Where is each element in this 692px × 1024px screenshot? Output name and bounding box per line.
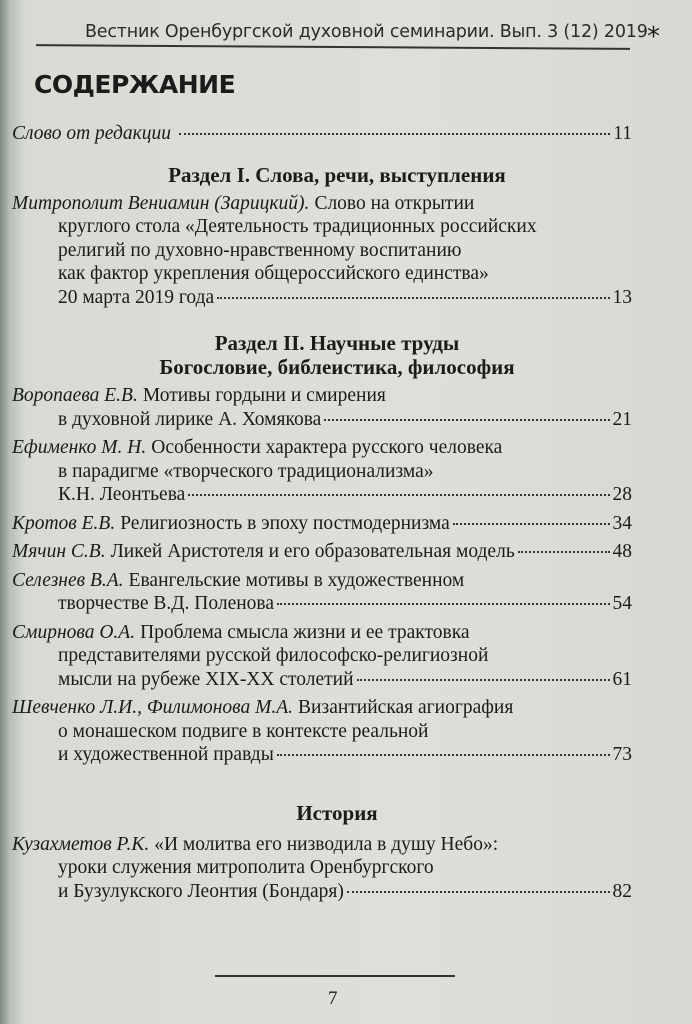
entry-title-text: религий по духовно-нравственному воспитанию — [58, 239, 462, 261]
entry-line — [12, 833, 632, 857]
entry-line — [12, 743, 632, 767]
page-number: 34 — [612, 512, 632, 534]
dot-leader — [179, 133, 610, 135]
page-number: 11 — [613, 123, 632, 144]
entry-line — [12, 286, 632, 310]
footer-rule — [215, 975, 455, 977]
entry-line — [12, 644, 632, 668]
toc-entry — [12, 621, 632, 692]
entry-author: Шевченко Л.И., Филимонова М.А. — [12, 697, 294, 718]
entry-line — [12, 880, 632, 904]
toc-entry — [12, 512, 632, 536]
entry-title-text: Религиозность в эпоху постмодернизма — [120, 512, 450, 534]
table-of-contents — [12, 122, 632, 903]
entry-title-text: и художественной правды — [58, 744, 274, 765]
entry-title-text: Проблема смысла жизни и ее трактовка — [140, 621, 470, 643]
toc-entry — [12, 384, 632, 431]
toc-entry — [12, 696, 632, 767]
entry-title-text: Мотивы гордыни и смирения — [142, 385, 386, 406]
dot-leader — [277, 603, 609, 605]
entry-line — [12, 540, 632, 564]
entry-author: Селезнев В.А. — [12, 569, 124, 591]
entry-title-text: Евангельские мотивы в художественном — [128, 569, 465, 591]
entry-line — [12, 384, 632, 408]
entry-line — [12, 483, 632, 507]
entry-author: Мячин С.В. — [12, 541, 106, 562]
entry-line — [12, 408, 632, 432]
entry-line — [12, 460, 632, 484]
page-number: 21 — [612, 408, 632, 430]
section-heading: Раздел II. Научные труды — [214, 331, 460, 355]
page-number: 54 — [612, 593, 632, 614]
page-number: 61 — [612, 668, 632, 690]
entry-author: Смирнова О.А. — [12, 621, 136, 643]
entry-line — [12, 856, 632, 880]
entry-line — [12, 696, 632, 720]
entry-title-text: «И молитва его низводила в душу Небо»: — [154, 833, 499, 855]
entry-line — [12, 720, 632, 744]
entry-title-text: 20 марта 2019 года — [58, 286, 215, 308]
entry-line — [12, 215, 632, 239]
dot-leader — [347, 891, 610, 893]
entry-title-text: представителями русской философско-религиозной — [58, 645, 489, 666]
entry-title-text: Византийская агиография — [298, 697, 514, 718]
entry-title-text: в парадигме «творческого традиционализма» — [58, 460, 434, 482]
page-number: 28 — [612, 484, 632, 505]
page-folio: 7 — [328, 988, 338, 1009]
page-number: 48 — [612, 541, 632, 562]
entry-line — [12, 436, 632, 460]
dot-leader — [277, 754, 610, 756]
entry-title-text: творчестве В.Д. Поленова — [58, 593, 275, 614]
entry-title-text: о монашеском подвиге в контексте реальной — [58, 720, 429, 742]
entry-line — [12, 262, 632, 286]
toc-entry — [12, 192, 632, 310]
entry-author: Кротов Е.В. — [12, 512, 116, 534]
page-number: 73 — [612, 744, 632, 765]
entry-title-text: К.Н. Леонтьева — [58, 484, 186, 505]
entry-title-text: круглого стола «Деятельность традиционных российских — [58, 216, 537, 237]
entry-author: Кузахметов Р.К. — [12, 833, 150, 855]
section-heading: Богословие, библеистика, философия — [159, 355, 515, 379]
dot-leader — [324, 419, 609, 421]
entry-title-text: Ликей Аристотеля и его образовательная модель — [110, 541, 515, 562]
page-title: СОДЕРЖАНИЕ — [34, 70, 236, 99]
page-number: 13 — [612, 286, 632, 308]
running-header: Вестник Оренбургской духовной семинарии. Вып. 3 (12) 2019 — [85, 22, 648, 42]
dot-leader — [518, 551, 610, 553]
page-number: 82 — [612, 880, 632, 902]
toc-entry — [12, 569, 632, 616]
dot-leader — [357, 679, 610, 681]
header-rule — [36, 44, 630, 50]
toc-entry-intro — [12, 122, 632, 146]
entry-author: Воропаева Е.В. — [12, 385, 138, 406]
entry-line — [12, 668, 632, 692]
entry-line — [12, 621, 632, 645]
entry-author: Ефименко М. Н. — [12, 437, 147, 458]
entry-line — [12, 239, 632, 263]
entry-line — [12, 569, 632, 593]
entry-title-text: Слово на открытии — [314, 192, 475, 214]
section-heading: История — [296, 800, 378, 825]
entry-title-text: Особенности характера русского человека — [151, 437, 503, 458]
dot-leader — [188, 494, 609, 496]
entry-title-text: как фактор укрепления общероссийского единства» — [58, 263, 489, 284]
entry-author: Митрополит Вениамин (Зарицкий). — [12, 192, 310, 214]
entry-line — [12, 512, 632, 536]
dot-leader — [217, 297, 609, 299]
entry-title: Слово от редакции — [12, 123, 171, 144]
toc-entry — [12, 833, 632, 904]
toc-entry — [12, 436, 632, 507]
toc-entry — [12, 540, 632, 564]
dot-leader — [453, 523, 610, 525]
entry-title-text: уроки служения митрополита Оренбургского — [58, 857, 434, 878]
entry-line — [12, 192, 632, 216]
entry-title-text: мысли на рубеже XIX-XX столетий — [58, 668, 354, 690]
asterisk-mark: * — [647, 22, 660, 52]
section-heading: Раздел I. Слова, речи, выступления — [168, 162, 506, 187]
entry-title-text: и Бузулукского Леонтия (Бондаря) — [58, 880, 344, 902]
entry-line — [12, 592, 632, 616]
entry-title-text: в духовной лирике А. Хомякова — [58, 408, 322, 430]
